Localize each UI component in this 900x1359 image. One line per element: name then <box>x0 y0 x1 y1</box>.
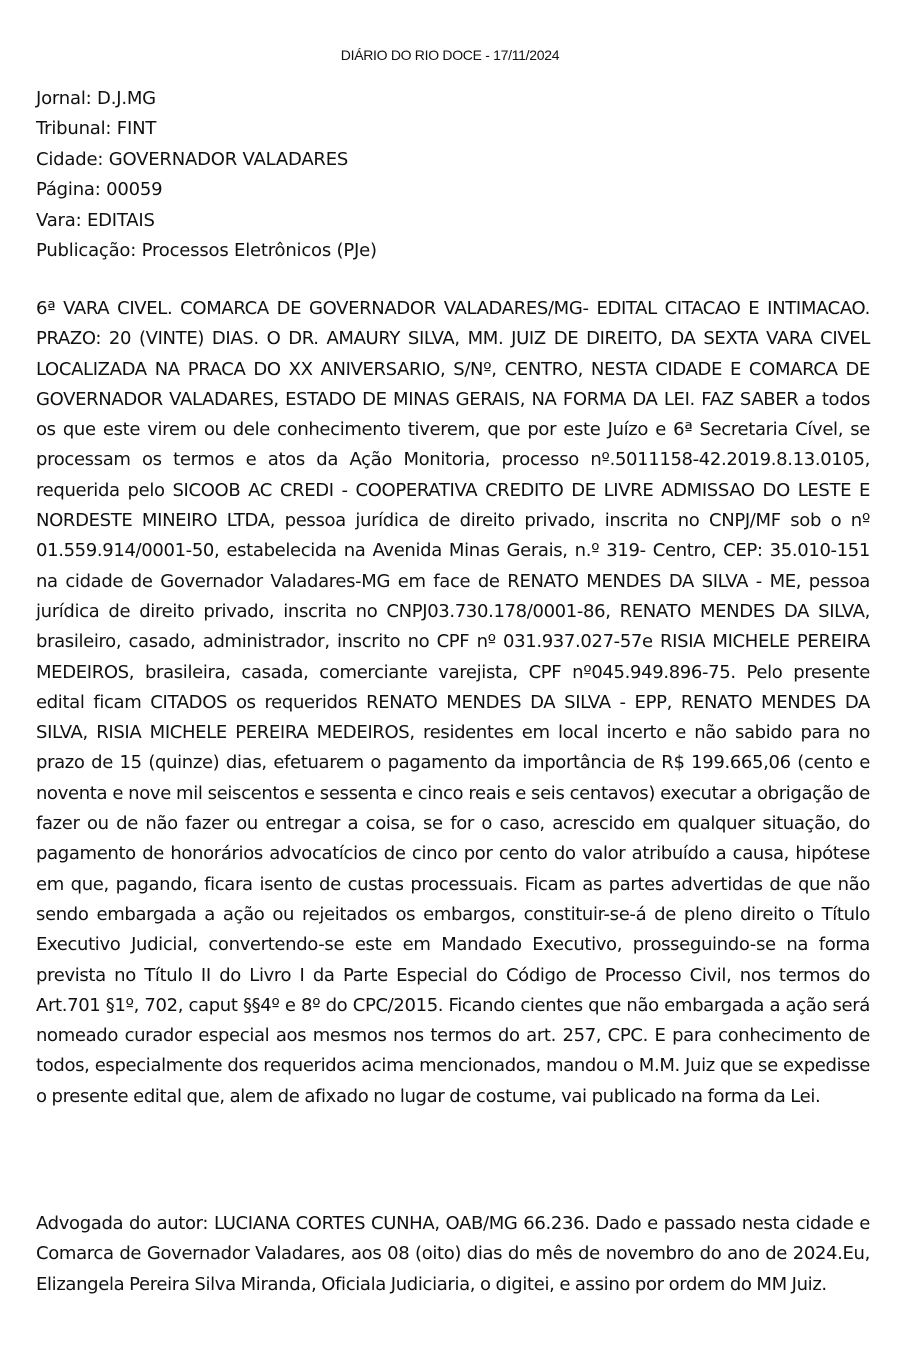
edital-closing-paragraph: Advogada do autor: LUCIANA CORTES CUNHA, OAB/MG 66.236. Dado e passado nesta cidade e Comarca de Governador Valadares, aos 08 (oito) dias do mês de novembro do ano de 2024.Eu, Elizangela Pereira Silva Miranda, Oficiala Judiciaria, o digitei, e assino por ordem do MM Juiz. <box>36 1213 870 1295</box>
newspaper-header: DIÁRIO DO RIO DOCE - 17/11/2024 <box>340 47 560 63</box>
meta-jornal: Jornal: D.J.MG <box>36 88 156 109</box>
publication-metadata <box>36 84 836 266</box>
meta-tribunal: Tribunal: FINT <box>36 118 157 140</box>
meta-pagina: Página: 00059 <box>36 179 163 201</box>
meta-vara: Vara: EDITAIS <box>36 209 155 231</box>
edital-main-paragraph: 6ª VARA CIVEL. COMARCA DE GOVERNADOR VALADARES/MG- EDITAL CITACAO E INTIMACAO. PRAZO: 20 (VINTE) DIAS. O DR. AMAURY SILVA, MM. JUIZ DE DIREITO, DA SEXTA VARA CIVEL LOCALIZADA NA PRACA DO XX ANIVERSARIO, S/Nº, CENTRO, NESTA CIDADE E COMARCA DE GOVERNADOR VALADARES, ESTADO DE MINAS GERAIS, NA FORMA DA LEI. FAZ SABER a todos os que este virem ou dele conhecimento tiverem, que por este Juízo e 6ª Secretaria Cível, se processam os termos e atos da Ação Monitoria, processo nº.5011158-42.2019.8.13.0105, requerida pelo SICOOB AC CREDI - COOPERATIVA CREDITO DE LIVRE ADMISSAO DO LESTE E NORDESTE MINEIRO LTDA, pessoa jurídica de direito privado, inscrita no CNPJ/MF sob o nº 01.559.914/0001-50, estabelecida na Avenida Minas Gerais, n.º 319- Centro, CEP: 35.010-151 na cidade de Governador Valadares-MG em face de RENATO MENDES DA SILVA - ME, pessoa jurídica de direito privado, inscrita no CNPJ03.730.178/0001-86, RENATO MENDES DA SILVA, brasileiro, casado, administrador, inscrito no CPF nº 031.937.027-57e RISIA MICHELE PEREIRA MEDEIROS, brasileira, casada, comerciante varejista, CPF nº045.949.896-75. Pelo presente edital ficam CITADOS os requeridos RENATO MENDES DA SILVA - EPP, RENATO MENDES DA SILVA, RISIA MICHELE PEREIRA MEDEIROS, residentes em local incerto e não sabido para no prazo de 15 (quinze) dias, efetuarem o pagamento da importância de R$ 199.665,06 (cento e noventa e nove mil seiscentos e sessenta e cinco reais e seis centavos) executar a obrigação de fazer ou de não fazer ou entregar a coisa, se for o caso, acrescido em qualquer situação, do pagamento de honorários advocatícios de cinco por cento do valor atribuído a causa, hipótese em que, pagando, ficara isento de custas processuais. Ficam as partes advertidas de que não sendo embargada a ação ou rejeitados os embargos, constituir-se-á de pleno direito o Título Executivo Judicial, convertendo-se este em Mandado Executivo, prosseguindo-se na forma prevista no Título II do Livro I da Parte Especial do Código de Processo Civil, nos termos do Art.701 §1º, 702, caput §§4º e 8º do CPC/2015. Ficando cientes que não embargada a ação será nomeado curador especial aos mesmos nos termos do art. 257, CPC. E para conhecimento de todos, especialmente dos requeridos acima mencionados, mandou o M.M. Juiz que se expedisse o presente edital que, alem de afixado no lugar de costume, vai publicado na forma da Lei. <box>36 298 870 1107</box>
meta-publicacao: Publicação: Processos Eletrônicos (PJe) <box>36 240 377 262</box>
meta-cidade: Cidade: GOVERNADOR VALADARES <box>36 148 349 170</box>
